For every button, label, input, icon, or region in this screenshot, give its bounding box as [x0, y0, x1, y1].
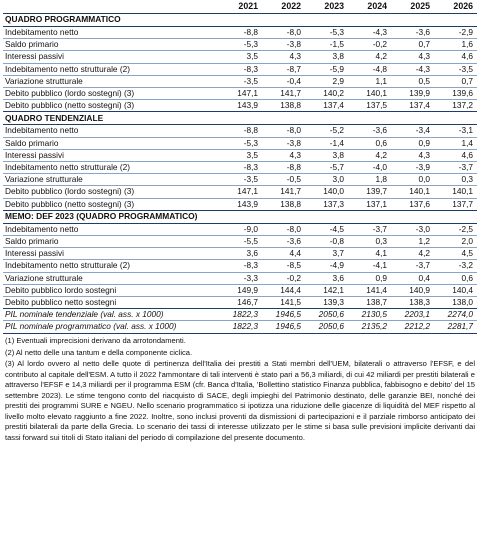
table-row: [3, 149, 477, 161]
row-label: Saldo primario: [3, 137, 219, 149]
value-cell: -3,5: [219, 174, 262, 186]
value-cell: 144,4: [262, 284, 305, 296]
value-cell: -0,2: [348, 39, 391, 51]
value-cell: -3,0: [391, 223, 434, 235]
value-cell: 2,9: [305, 75, 348, 87]
value-cell: 1,8: [348, 174, 391, 186]
year-header: 2021: [219, 1, 262, 14]
pil-value-cell: 2274,0: [434, 309, 477, 321]
value-cell: -4,3: [391, 63, 434, 75]
table-body: [3, 14, 477, 334]
value-cell: 0,7: [391, 39, 434, 51]
year-header: 2022: [262, 1, 305, 14]
value-cell: -5,9: [305, 63, 348, 75]
value-cell: -0,4: [262, 75, 305, 87]
value-cell: 4,5: [434, 248, 477, 260]
value-cell: -3,2: [434, 260, 477, 272]
value-cell: -9,0: [219, 223, 262, 235]
value-cell: 140,1: [348, 88, 391, 100]
value-cell: -8,3: [219, 162, 262, 174]
year-header: 2024: [348, 1, 391, 14]
value-cell: 3,6: [219, 248, 262, 260]
value-cell: -4,5: [305, 223, 348, 235]
row-label: Interessi passivi: [3, 51, 219, 63]
value-cell: 138,0: [434, 297, 477, 309]
value-cell: 4,6: [434, 149, 477, 161]
value-cell: 4,3: [391, 51, 434, 63]
value-cell: -3,1: [434, 125, 477, 137]
value-cell: 137,3: [305, 198, 348, 210]
value-cell: -8,0: [262, 125, 305, 137]
row-label: Variazione strutturale: [3, 272, 219, 284]
value-cell: 3,0: [305, 174, 348, 186]
value-cell: -0,8: [305, 236, 348, 248]
value-cell: -3,6: [348, 125, 391, 137]
value-cell: -3,6: [262, 236, 305, 248]
row-label: Debito pubblico (lordo sostegni) (3): [3, 88, 219, 100]
footnote: (1) Eventuali imprecisioni derivano da arrotondamenti.: [5, 335, 186, 345]
section-title: MEMO: DEF 2023 (QUADRO PROGRAMMATICO): [3, 210, 477, 223]
table-row: [3, 297, 477, 309]
row-label: Debito pubblico (netto sostegni) (3): [3, 198, 219, 210]
value-cell: 3,7: [305, 248, 348, 260]
value-cell: 0,6: [348, 137, 391, 149]
value-cell: 4,6: [434, 51, 477, 63]
value-cell: -4,8: [348, 63, 391, 75]
value-cell: -8,5: [262, 260, 305, 272]
table-row: [3, 39, 477, 51]
value-cell: 4,2: [348, 149, 391, 161]
pil-value-cell: 1822,3: [219, 309, 262, 321]
value-cell: 138,3: [391, 297, 434, 309]
value-cell: 4,2: [348, 51, 391, 63]
table-row: [3, 27, 477, 39]
row-label: Saldo primario: [3, 236, 219, 248]
value-cell: 149,9: [219, 284, 262, 296]
value-cell: -2,9: [434, 27, 477, 39]
header-blank-cell: [3, 1, 219, 14]
value-cell: -0,5: [262, 174, 305, 186]
value-cell: 141,7: [262, 186, 305, 198]
value-cell: 0,9: [391, 137, 434, 149]
value-cell: 1,2: [391, 236, 434, 248]
year-header-row: [3, 1, 477, 14]
value-cell: 137,1: [348, 198, 391, 210]
pil-value-cell: 1946,5: [262, 309, 305, 321]
value-cell: 0,3: [348, 236, 391, 248]
section-header-row: [3, 112, 477, 125]
row-label: Saldo primario: [3, 39, 219, 51]
value-cell: -5,5: [219, 236, 262, 248]
value-cell: 140,2: [305, 88, 348, 100]
value-cell: 143,9: [219, 100, 262, 112]
value-cell: 3,8: [305, 51, 348, 63]
pil-value-cell: 2212,2: [391, 321, 434, 333]
section-header-row: [3, 14, 477, 27]
value-cell: 146,7: [219, 297, 262, 309]
row-label: Variazione strutturale: [3, 174, 219, 186]
row-label: Debito pubblico lordo sostegni: [3, 284, 219, 296]
table-row: [3, 174, 477, 186]
row-label: Debito pubblico (lordo sostegni) (3): [3, 186, 219, 198]
pil-label: PIL nominale tendenziale (val. ass. x 1000): [3, 309, 219, 321]
table-row: [3, 137, 477, 149]
row-label: Indebitamento netto strutturale (2): [3, 260, 219, 272]
footnotes: [3, 336, 477, 444]
value-cell: 0,9: [348, 272, 391, 284]
value-cell: -5,7: [305, 162, 348, 174]
section-title: QUADRO PROGRAMMATICO: [3, 14, 477, 27]
value-cell: -1,5: [305, 39, 348, 51]
row-label: Indebitamento netto: [3, 27, 219, 39]
value-cell: -5,2: [305, 125, 348, 137]
value-cell: -8,3: [219, 63, 262, 75]
value-cell: -8,7: [262, 63, 305, 75]
table-row: [3, 75, 477, 87]
value-cell: -3,7: [434, 162, 477, 174]
value-cell: 1,4: [434, 137, 477, 149]
value-cell: 140,1: [391, 186, 434, 198]
table-row: [3, 248, 477, 260]
footnote: (3) Al lordo ovvero al netto delle quote di pertinenza dell'Italia dei prestiti a Stati membri dell'UEM, bilaterali o attraverso l'EFSF, e del contributo al capitale dell'ESM. A tutto il 2022 l'ammontare di tali interventi è stato pari a 56,3 miliardi, di cui 42 miliardi per prestiti bilaterali e attraverso l'EFSF e 14,3 miliardi per il programma ESM (cfr. Banca d'Italia, 'Bollettino statistico Finanza pubblica, fabbisogno e debito' del 15 settembre 2023). Le stime tengono conto del riacquisto di SACE, degli impieghi del Patrimonio destinato, delle garanzie BEI, nonché dei prestiti dei programmi SURE e NGEU. Nello scenario programmatico si ipotizza una riduzione delle giacenze di liquidità del MEF rispetto al livello molto elevato raggiunto a fine 2022. Inoltre, sono inclusi proventi da dismissioni di partecipazioni e il parziale rimborso anticipato dei prestiti bilaterali da parte della Grecia. Lo scenario dei tassi di interesse utilizzato per le stime si basa sulle previsioni implicite derivanti dai tassi forward sui titoli di Stato italiani del periodo di compilazione del presente documento.: [5, 359, 475, 442]
value-cell: 142,1: [305, 284, 348, 296]
value-cell: -1,4: [305, 137, 348, 149]
row-label: Indebitamento netto strutturale (2): [3, 63, 219, 75]
value-cell: -3,5: [434, 63, 477, 75]
value-cell: 140,1: [434, 186, 477, 198]
value-cell: 4,4: [262, 248, 305, 260]
value-cell: 140,9: [391, 284, 434, 296]
value-cell: 3,5: [219, 149, 262, 161]
section-title: QUADRO TENDENZIALE: [3, 112, 477, 125]
value-cell: -3,7: [391, 260, 434, 272]
table-row: [3, 223, 477, 235]
value-cell: -8,8: [262, 162, 305, 174]
table-row: [3, 51, 477, 63]
row-label: Interessi passivi: [3, 248, 219, 260]
value-cell: -8,8: [219, 125, 262, 137]
pil-value-cell: 2050,6: [305, 321, 348, 333]
pil-value-cell: 1946,5: [262, 321, 305, 333]
row-label: Debito pubblico (netto sostegni) (3): [3, 100, 219, 112]
table-row: [3, 100, 477, 112]
pil-value-cell: 1822,3: [219, 321, 262, 333]
value-cell: 137,6: [391, 198, 434, 210]
value-cell: 137,4: [391, 100, 434, 112]
value-cell: 139,6: [434, 88, 477, 100]
value-cell: 147,1: [219, 186, 262, 198]
value-cell: 139,9: [391, 88, 434, 100]
value-cell: 138,8: [262, 198, 305, 210]
value-cell: -3,8: [262, 137, 305, 149]
value-cell: 3,8: [305, 149, 348, 161]
value-cell: 4,1: [348, 248, 391, 260]
row-label: Indebitamento netto strutturale (2): [3, 162, 219, 174]
row-label: Indebitamento netto: [3, 223, 219, 235]
value-cell: -0,2: [262, 272, 305, 284]
value-cell: -3,3: [219, 272, 262, 284]
table-row: [3, 186, 477, 198]
value-cell: -3,7: [348, 223, 391, 235]
value-cell: -4,9: [305, 260, 348, 272]
value-cell: 138,7: [348, 297, 391, 309]
value-cell: 0,5: [391, 75, 434, 87]
value-cell: 141,7: [262, 88, 305, 100]
value-cell: -8,0: [262, 223, 305, 235]
fiscal-table: [3, 1, 477, 334]
value-cell: 139,7: [348, 186, 391, 198]
value-cell: 2,0: [434, 236, 477, 248]
table-row: [3, 63, 477, 75]
footnote: (2) Al netto delle una tantum e della componente ciclica.: [5, 347, 193, 357]
value-cell: 0,6: [434, 272, 477, 284]
value-cell: 147,1: [219, 88, 262, 100]
value-cell: -3,8: [262, 39, 305, 51]
value-cell: -3,6: [391, 27, 434, 39]
value-cell: 139,3: [305, 297, 348, 309]
value-cell: -4,1: [348, 260, 391, 272]
value-cell: 4,3: [262, 149, 305, 161]
row-label: Debito pubblico netto sostegni: [3, 297, 219, 309]
pil-value-cell: 2281,7: [434, 321, 477, 333]
value-cell: -4,0: [348, 162, 391, 174]
value-cell: 137,2: [434, 100, 477, 112]
fiscal-indicators-document: [3, 0, 477, 443]
pil-label: PIL nominale programmatico (val. ass. x 1000): [3, 321, 219, 333]
value-cell: 1,1: [348, 75, 391, 87]
value-cell: 140,4: [434, 284, 477, 296]
value-cell: 137,7: [434, 198, 477, 210]
row-label: Interessi passivi: [3, 149, 219, 161]
value-cell: 138,8: [262, 100, 305, 112]
value-cell: -4,3: [348, 27, 391, 39]
table-row: [3, 272, 477, 284]
value-cell: 0,4: [391, 272, 434, 284]
year-header: 2023: [305, 1, 348, 14]
pil-value-cell: 2050,6: [305, 309, 348, 321]
row-label: Variazione strutturale: [3, 75, 219, 87]
value-cell: -2,5: [434, 223, 477, 235]
value-cell: 141,4: [348, 284, 391, 296]
table-row: [3, 198, 477, 210]
table-row: [3, 162, 477, 174]
value-cell: 137,4: [305, 100, 348, 112]
pil-value-cell: 2130,5: [348, 309, 391, 321]
value-cell: 141,5: [262, 297, 305, 309]
value-cell: -8,0: [262, 27, 305, 39]
value-cell: 1,6: [434, 39, 477, 51]
value-cell: -3,9: [391, 162, 434, 174]
value-cell: 4,3: [262, 51, 305, 63]
value-cell: -3,5: [219, 75, 262, 87]
pil-row: [3, 309, 477, 321]
table-row: [3, 284, 477, 296]
value-cell: -5,3: [219, 39, 262, 51]
value-cell: -3,4: [391, 125, 434, 137]
value-cell: 0,3: [434, 174, 477, 186]
value-cell: 143,9: [219, 198, 262, 210]
value-cell: -8,3: [219, 260, 262, 272]
value-cell: 4,3: [391, 149, 434, 161]
value-cell: 0,0: [391, 174, 434, 186]
year-header: 2025: [391, 1, 434, 14]
value-cell: 137,5: [348, 100, 391, 112]
pil-row: [3, 321, 477, 333]
table-row: [3, 236, 477, 248]
row-label: Indebitamento netto: [3, 125, 219, 137]
value-cell: 4,2: [391, 248, 434, 260]
table-row: [3, 88, 477, 100]
value-cell: -5,3: [305, 27, 348, 39]
value-cell: 0,7: [434, 75, 477, 87]
value-cell: 3,5: [219, 51, 262, 63]
table-row: [3, 260, 477, 272]
value-cell: 140,0: [305, 186, 348, 198]
value-cell: 3,6: [305, 272, 348, 284]
value-cell: -8,8: [219, 27, 262, 39]
pil-value-cell: 2135,2: [348, 321, 391, 333]
table-row: [3, 125, 477, 137]
pil-value-cell: 2203,1: [391, 309, 434, 321]
value-cell: -5,3: [219, 137, 262, 149]
section-header-row: [3, 210, 477, 223]
year-header: 2026: [434, 1, 477, 14]
